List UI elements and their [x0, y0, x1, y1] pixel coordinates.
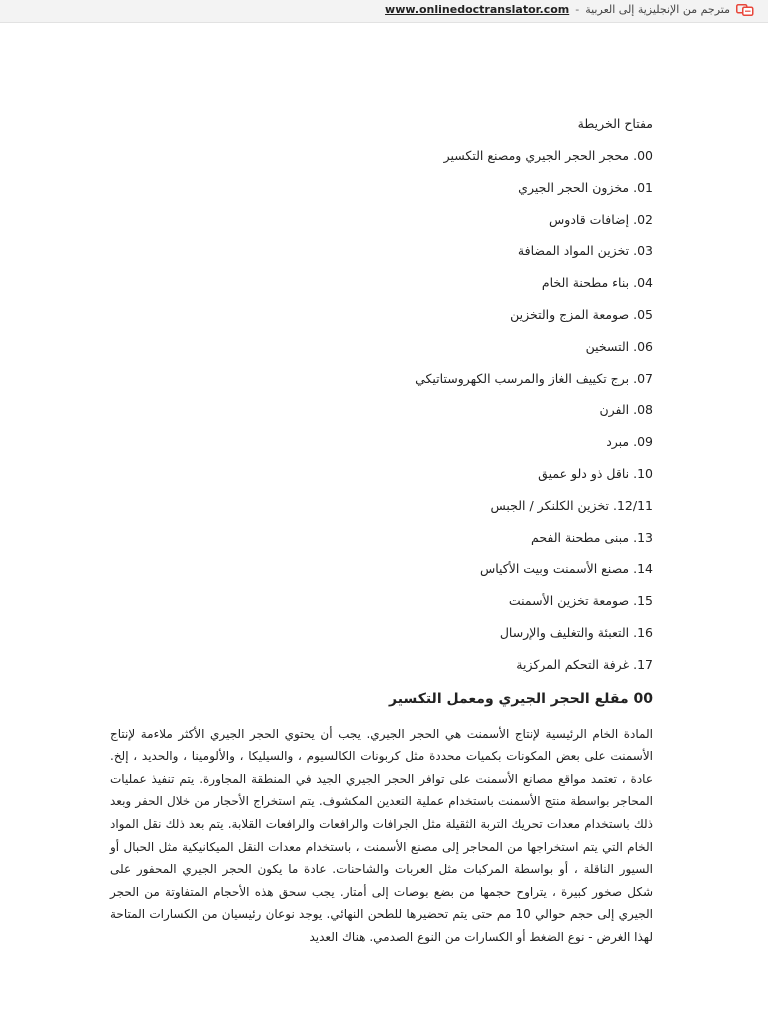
item-label: مصنع الأسمنت وبيت الأكياس [479, 561, 630, 577]
list-item [110, 625, 653, 641]
item-label: التسخين [585, 338, 630, 354]
item-label: مبرد [606, 434, 630, 450]
list-item [110, 402, 653, 418]
list-item [110, 339, 653, 355]
item-label: بناء مطحنة الخام [541, 275, 630, 291]
item-number: 14. [633, 561, 653, 577]
document-content [110, 116, 653, 948]
list-item [110, 180, 653, 196]
section-title: 00 مقلع الحجر الجيري ومعمل التكسير [389, 690, 653, 707]
item-label: صومعة المزج والتخزين [510, 306, 630, 322]
banner-text: مترجم من الإنجليزية إلى العربية [585, 3, 730, 16]
list-item [110, 212, 653, 228]
list-item [110, 148, 653, 164]
item-label: إضافات قادوس [549, 211, 630, 227]
item-label: برج تكييف الغاز والمرسب الكهروستاتيكي [415, 370, 630, 386]
section-body: المادة الخام الرئيسية لإنتاج الأسمنت هي الحجر الجيري. يجب أن يحتوي الحجر الجيري الأكثر ملاءمة لإنتاج الأسمنت على بعض المكونات بكميات محددة مثل كربونات الكالسيوم ، والسيليكا ، والألومينا ، والحديد ، إلخ. عادة ، تعتمد مواقع مصانع الأسمنت على توافر الحجر الجيري الجيد في المنطقة المجاورة. يتم تنفيذ عمليات المحاجر بواسطة منتج الأسمنت باستخدام عملية التعدين المكشوف. يتم استخراج الأحجار من خلال الحفر وبعد ذلك باستخدام معدات تحريك التربة الثقيلة مثل الجرافات والرافعات والرافعات القلابة. يتم بعد ذلك نقل المواد الخام التي يتم استخراجها من المحاجر إلى مصنع الأسمنت ، باستخدام معدات النقل الميكانيكية مثل الحبال أو السيور الناقلة ، أو بواسطة المركبات مثل العربات والشاحنات. عادة ما يكون الحجر الجيري المحفور على شكل صخور كبيرة ، يتراوح حجمها من بضع بوصات إلى أمتار. يجب سحق هذه الأحجام المتفاوتة من الحجر الجيري إلى حجم حوالي 10 مم حتى يتم تحضيرها للطحن النهائي. يوجد نوعان رئيسيان من الكسارات المتاحة لهذا الغرض - نوع الضغط أو الكسارات من النوع الصدمي. هناك العديد [110, 726, 653, 944]
item-number: 04. [633, 275, 653, 291]
list-item [110, 307, 653, 323]
translator-banner [0, 0, 768, 23]
item-label: مبنى مطحنة الفحم [531, 529, 630, 545]
list-item [110, 498, 653, 514]
list-item [110, 275, 653, 291]
item-label: صومعة تخزين الأسمنت [508, 593, 630, 609]
map-key-list [110, 148, 653, 673]
item-label: التعبئة والتغليف والإرسال [499, 624, 630, 640]
item-number: 17. [633, 656, 653, 672]
item-label: تخزين الكلنكر / الجبس [490, 497, 609, 513]
item-number: 09. [633, 434, 653, 450]
list-item [110, 466, 653, 482]
item-number: 08. [633, 402, 653, 418]
list-item [110, 434, 653, 450]
item-number: 03. [633, 243, 653, 259]
banner-inner [385, 3, 754, 16]
item-number: 16. [633, 624, 653, 640]
item-label: ناقل ذو دلو عميق [538, 465, 630, 481]
translator-logo-icon[interactable] [736, 4, 754, 16]
list-item [110, 561, 653, 577]
item-number: 12/11. [612, 497, 653, 513]
item-number: 05. [633, 306, 653, 322]
map-key-heading: مفتاح الخريطة [577, 116, 653, 131]
translator-site-link[interactable]: www.onlinedoctranslator.com [385, 3, 570, 16]
item-number: 07. [633, 370, 653, 386]
item-number: 15. [633, 593, 653, 609]
item-number: 02. [633, 211, 653, 227]
list-item [110, 593, 653, 609]
banner-separator: - [575, 3, 580, 16]
list-item [110, 371, 653, 387]
list-item [110, 243, 653, 259]
item-number: 06. [633, 338, 653, 354]
item-number: 01. [633, 179, 653, 195]
item-label: مخزون الحجر الجيري [518, 179, 630, 195]
item-label: الفرن [599, 402, 630, 418]
item-number: 13. [633, 529, 653, 545]
list-item [110, 530, 653, 546]
item-number: 00. [633, 148, 653, 163]
item-label: غرفة التحكم المركزية [516, 656, 630, 672]
list-item [110, 657, 653, 673]
item-label: تخزين المواد المضافة [517, 243, 630, 259]
item-label: محجر الحجر الجيري ومصنع التكسير [443, 148, 630, 163]
item-number: 10. [633, 465, 653, 481]
